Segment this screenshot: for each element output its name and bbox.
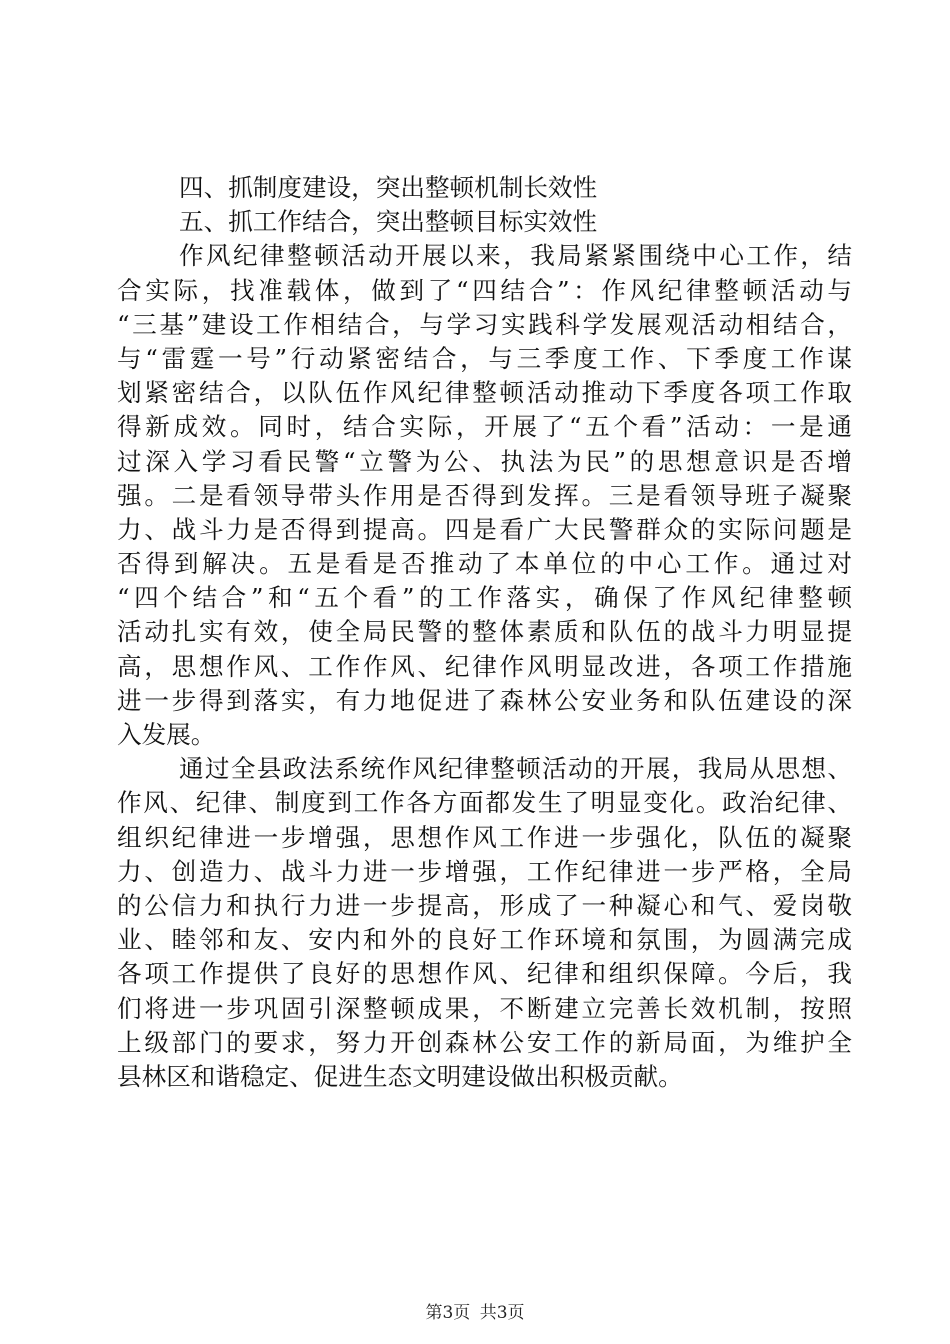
text-line: 作风纪律整顿活动开展以来，我局紧紧围绕中心工作，结 <box>179 241 852 271</box>
text-line: 合实际，找准载体，做到了“四结合”：作风纪律整顿活动与 <box>117 275 852 305</box>
text-line: 入发展。 <box>117 720 216 749</box>
section-heading-4: 四、抓制度建设，突出整顿机制长效性 <box>179 173 598 202</box>
text-line: “四个结合”和“五个看”的工作落实，确保了作风纪律整顿 <box>117 583 852 613</box>
paragraph-1 <box>117 239 852 752</box>
text-line: 作风、纪律、制度到工作各方面都发生了明显变化。政治纪律、 <box>117 788 852 818</box>
section-heading-5: 五、抓工作结合，突出整顿目标实效性 <box>179 207 598 237</box>
text-line: 力、战斗力是否得到提高。四是看广大民警群众的实际问题是 <box>117 514 852 544</box>
page-total: 共3页 <box>479 1303 525 1323</box>
text-line: “三基”建设工作相结合，与学习实践科学发展观活动相结合， <box>117 309 852 339</box>
paragraph-2 <box>117 752 852 1094</box>
text-line: 各项工作提供了良好的思想作风、纪律和组织保障。今后，我 <box>117 959 852 989</box>
text-line: 活动扎实有效，使全局民警的整体素质和队伍的战斗力明显提 <box>117 617 852 647</box>
text-line: 划紧密结合，以队伍作风纪律整顿活动推动下季度各项工作取 <box>117 378 852 408</box>
text-line: 高，思想作风、工作作风、纪律作风明显改进，各项工作措施 <box>117 651 852 681</box>
text-line: 过深入学习看民警“立警为公、执法为民”的思想意识是否增 <box>117 446 852 476</box>
page-footer <box>0 1298 950 1323</box>
text-line: 得新成效。同时，结合实际，开展了“五个看”活动：一是通 <box>117 412 852 442</box>
text-line: 进一步得到落实，有力地促进了森林公安业务和队伍建设的深 <box>117 685 852 715</box>
text-line: 县林区和谐稳定、促进生态文明建设做出积极贡献。 <box>117 1061 683 1091</box>
text-line: 上级部门的要求，努力开创森林公安工作的新局面，为维护全 <box>117 1027 852 1057</box>
text-line: 业、睦邻和友、安内和外的良好工作环境和氛围，为圆满完成 <box>117 925 852 955</box>
page-number: 第3页 <box>425 1303 471 1323</box>
text-line: 力、创造力、战斗力进一步增强，工作纪律进一步严格，全局 <box>117 856 852 886</box>
text-line: 强。二是看领导带头作用是否得到发挥。三是看领导班子凝聚 <box>117 480 852 510</box>
text-line: 组织纪律进一步增强，思想作风工作进一步强化，队伍的凝聚 <box>117 822 852 852</box>
text-line: 的公信力和执行力进一步提高，形成了一种凝心和气、爱岗敬 <box>117 890 852 920</box>
text-line: 通过全县政法系统作风纪律整顿活动的开展，我局从思想、 <box>179 754 852 784</box>
text-line: 否得到解决。五是看是否推动了本单位的中心工作。通过对 <box>117 549 852 579</box>
text-line: 们将进一步巩固引深整顿成果，不断建立完善长效机制，按照 <box>117 993 852 1023</box>
document-body <box>117 171 852 1094</box>
text-line: 与“雷霆一号”行动紧密结合，与三季度工作、下季度工作谋 <box>117 343 852 373</box>
